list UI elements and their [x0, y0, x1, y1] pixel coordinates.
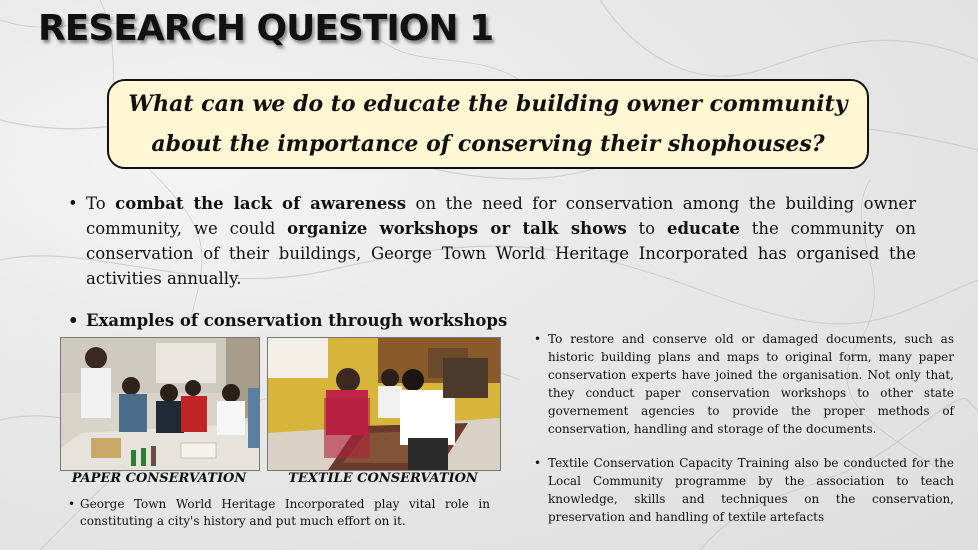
right-bullet-textile	[534, 454, 954, 526]
examples-heading-text: Examples of conservation through workshops	[86, 311, 508, 330]
question-line-2: about the importance of conserving their shophouses?	[151, 131, 825, 157]
intro-text-4: the community on conservation of their buildings, George Town World Heritage Incorporated has organised the activities annually.	[86, 219, 916, 288]
intro-text-1: To	[86, 194, 116, 213]
bullet-icon: •	[68, 497, 76, 511]
intro-bold-1: combat the lack of awareness	[115, 194, 407, 213]
bottom-left-bullet-text: George Town World Heritage Incorporated play vital role in constituting a city's history and put much effort on it.	[80, 497, 490, 528]
intro-text-3: to	[626, 219, 667, 238]
bullet-icon: •	[68, 194, 78, 213]
page-title: RESEARCH QUESTION 1	[38, 8, 494, 49]
intro-text-2: on the need for conservation among the building owner community, we could	[86, 194, 916, 238]
bottom-left-bullet	[68, 496, 490, 530]
research-question-box	[107, 79, 869, 169]
examples-heading	[68, 311, 507, 330]
intro-bold-3: educate	[666, 219, 740, 238]
intro-bold-2: organize workshops or talk shows	[287, 219, 627, 238]
right-bullet-textile-text: Textile Conservation Capacity Training also be conducted for the Local Community programme by the association to teach knowledge, skills and techniques on the conservation, preservation and handling of textile artefacts	[548, 456, 954, 524]
textile-conservation-photo	[267, 337, 501, 471]
intro-paragraph	[68, 191, 916, 291]
right-bullet-paper-text: To restore and conserve old or damaged documents, such as historic building plans and maps to original form, many paper conservation experts have joined the organisation. Not only that, they conduct paper conservation workshops to other state governement agencies to provide the proper methods of conservation, handling and storage of the documents.	[548, 332, 954, 436]
bullet-icon: •	[68, 311, 79, 330]
question-line-1: What can we do to educate the building owner community	[128, 91, 848, 117]
right-bullet-paper	[534, 330, 954, 438]
bullet-icon: •	[534, 456, 542, 470]
paper-conservation-photo	[60, 337, 260, 471]
bullet-icon: •	[534, 332, 542, 346]
paper-conservation-caption: PAPER CONSERVATION	[71, 471, 247, 486]
textile-conservation-caption: TEXTILE CONSERVATION	[288, 471, 478, 486]
